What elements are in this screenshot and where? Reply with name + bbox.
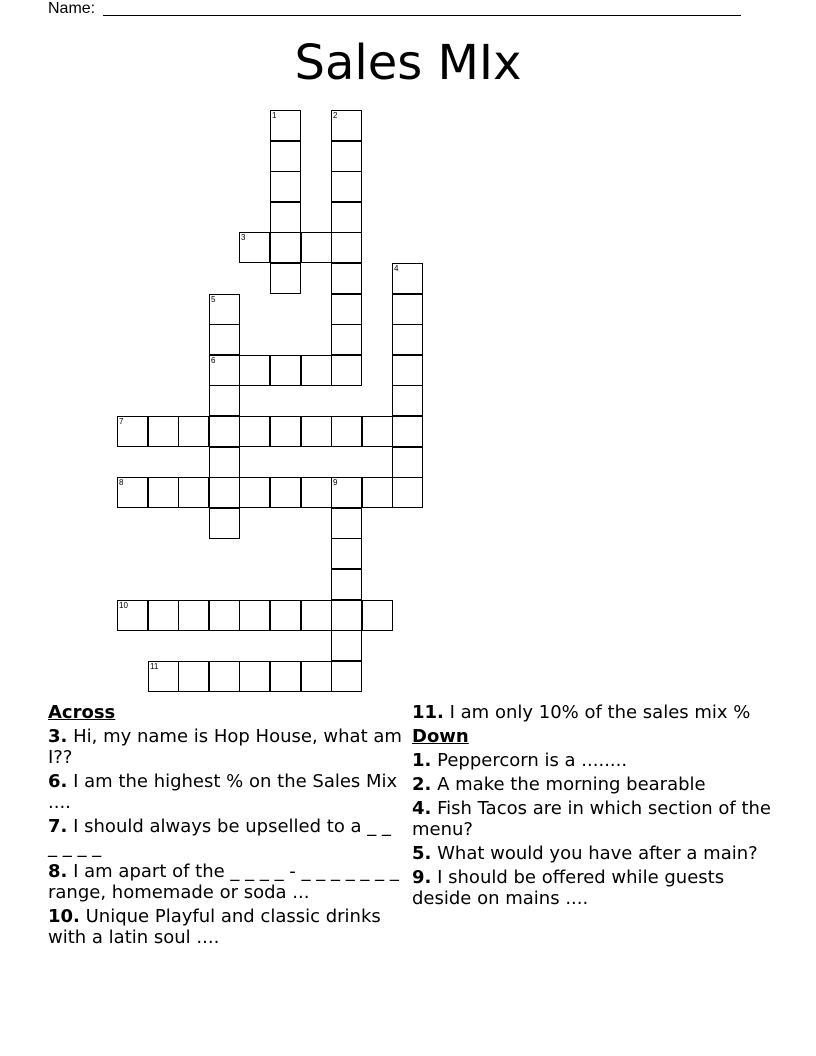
- grid-cell[interactable]: [331, 569, 362, 600]
- clue-across-10: 10. Unique Playful and classic drinks with a latin soul ....: [48, 906, 381, 948]
- grid-cell[interactable]: [362, 416, 393, 447]
- grid-cell[interactable]: [331, 294, 362, 325]
- grid-cell[interactable]: [362, 600, 393, 631]
- grid-cell[interactable]: [270, 202, 301, 233]
- grid-cell[interactable]: [209, 385, 240, 416]
- clue-number: 6: [211, 356, 216, 365]
- grid-cell[interactable]: [148, 416, 179, 447]
- grid-cell[interactable]: [392, 324, 423, 355]
- clue-number: 9: [333, 478, 338, 487]
- clue-across-8: 8. I am apart of the _ _ _ _ - _ _ _ _ _ _ _ range, homemade or soda ...: [48, 861, 399, 903]
- grid-cell[interactable]: [392, 447, 423, 478]
- down-heading: Down: [412, 726, 469, 747]
- grid-cell[interactable]: [148, 477, 179, 508]
- clue-across-11: 11. I am only 10% of the sales mix %: [412, 702, 751, 723]
- grid-cell[interactable]: [209, 416, 240, 447]
- page-title: Sales MIx: [294, 35, 522, 91]
- across-clues-column: [48, 702, 404, 948]
- clue-across-6: 6. I am the highest % on the Sales Mix ....: [48, 771, 398, 813]
- clue-down-9: 9. I should be offered while guests deside on mains ....: [412, 867, 725, 909]
- grid-cell[interactable]: [331, 202, 362, 233]
- grid-cell[interactable]: [209, 661, 240, 692]
- grid-cell[interactable]: [239, 477, 270, 508]
- grid-cell[interactable]: [301, 355, 332, 386]
- grid-cell[interactable]: [148, 600, 179, 631]
- down-clues-column: [412, 702, 780, 909]
- grid-cell[interactable]: [239, 355, 270, 386]
- grid-cell[interactable]: [270, 263, 301, 294]
- grid-cell[interactable]: [331, 171, 362, 202]
- grid-cell[interactable]: [239, 600, 270, 631]
- grid-cell[interactable]: [331, 324, 362, 355]
- grid-cell[interactable]: [331, 263, 362, 294]
- clue-number: 1: [272, 111, 277, 120]
- grid-cell[interactable]: [270, 477, 301, 508]
- grid-cell[interactable]: [209, 324, 240, 355]
- grid-cell[interactable]: [362, 477, 393, 508]
- grid-cell[interactable]: [301, 232, 332, 263]
- grid-cell[interactable]: [392, 477, 423, 508]
- clue-number: 7: [119, 417, 124, 426]
- grid-cell[interactable]: [270, 232, 301, 263]
- grid-cell[interactable]: [178, 477, 209, 508]
- clue-number: 3: [241, 233, 246, 242]
- clue-across-7: 7. I should always be upselled to a _ _ _ _ _ _: [48, 816, 392, 858]
- grid-cell[interactable]: [178, 661, 209, 692]
- grid-cell[interactable]: [301, 416, 332, 447]
- grid-cell[interactable]: [331, 600, 362, 631]
- grid-cell[interactable]: [331, 232, 362, 263]
- grid-cell[interactable]: [392, 385, 423, 416]
- grid-cell[interactable]: [270, 355, 301, 386]
- clue-number: 8: [119, 478, 124, 487]
- clue-number: 10: [119, 601, 128, 610]
- grid-cell[interactable]: [209, 477, 240, 508]
- clue-number: 2: [333, 111, 338, 120]
- grid-cell[interactable]: [178, 416, 209, 447]
- grid-cell[interactable]: [331, 416, 362, 447]
- grid-cell[interactable]: [392, 294, 423, 325]
- grid-cell[interactable]: [270, 416, 301, 447]
- grid-cell[interactable]: [239, 416, 270, 447]
- grid-cell[interactable]: [301, 600, 332, 631]
- grid-cell[interactable]: [239, 661, 270, 692]
- clue-down-4: 4. Fish Tacos are in which section of the menu?: [412, 798, 771, 840]
- grid-cell[interactable]: [301, 477, 332, 508]
- grid-cell[interactable]: [392, 416, 423, 447]
- grid-cell[interactable]: [331, 508, 362, 539]
- grid-cell[interactable]: [270, 171, 301, 202]
- clue-down-5: 5. What would you have after a main?: [412, 843, 758, 864]
- grid-cell[interactable]: [331, 141, 362, 172]
- grid-cell[interactable]: [209, 447, 240, 478]
- clue-down-1: 1. Peppercorn is a ........: [412, 750, 628, 771]
- grid-cell[interactable]: [331, 355, 362, 386]
- clue-number: 5: [211, 295, 216, 304]
- grid-cell[interactable]: [331, 538, 362, 569]
- grid-cell[interactable]: [392, 355, 423, 386]
- grid-cell[interactable]: [270, 141, 301, 172]
- clue-down-2: 2. A make the morning bearable: [412, 774, 706, 795]
- grid-cell[interactable]: [209, 508, 240, 539]
- name-label: Name:: [48, 0, 96, 17]
- across-heading: Across: [48, 702, 116, 723]
- grid-cell[interactable]: [178, 600, 209, 631]
- grid-cell[interactable]: [209, 600, 240, 631]
- clue-number: 4: [394, 264, 399, 273]
- grid-cell[interactable]: [331, 630, 362, 661]
- grid-cell[interactable]: [331, 661, 362, 692]
- clue-across-3: 3. Hi, my name is Hop House, what am I??: [48, 726, 402, 768]
- grid-cell[interactable]: [301, 661, 332, 692]
- grid-cell[interactable]: [270, 661, 301, 692]
- clue-number: 11: [150, 662, 159, 671]
- grid-cell[interactable]: [270, 600, 301, 631]
